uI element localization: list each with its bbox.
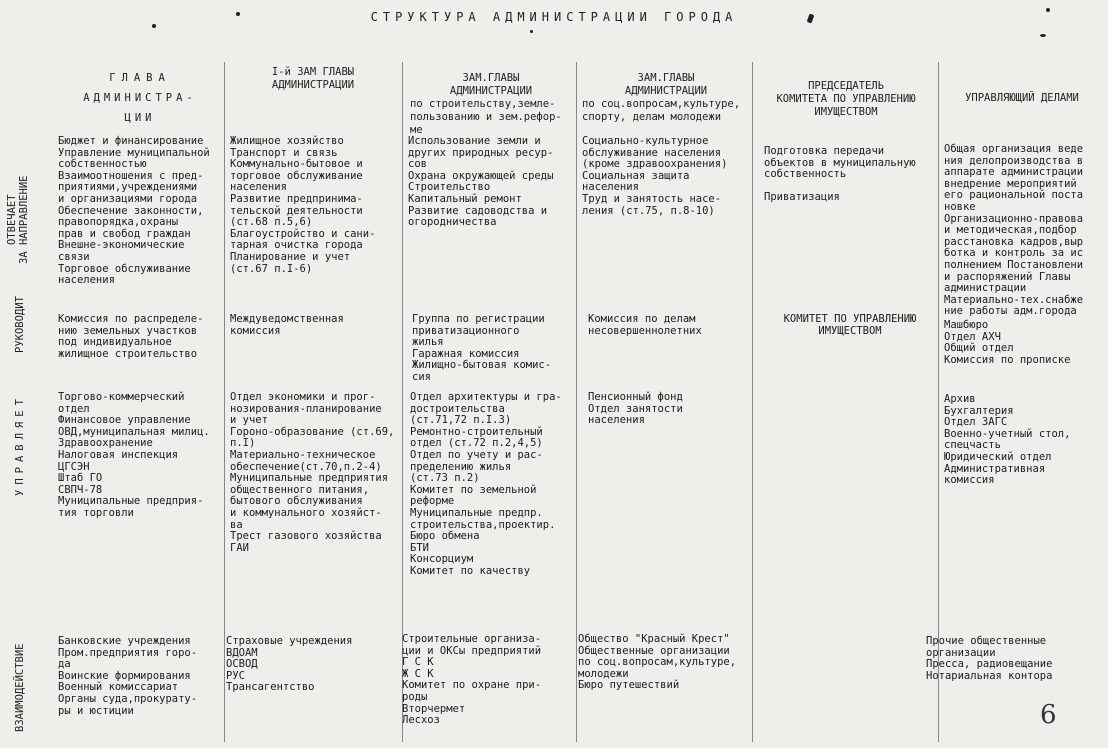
cell-line: расстановка кадров,выр bbox=[944, 235, 1084, 248]
cell-line: Гаражная комиссия bbox=[412, 347, 520, 360]
cell-line: Пенсионный фонд bbox=[588, 391, 683, 403]
cell-line: ботка и контроль за ис bbox=[944, 247, 1084, 260]
cell-line: Военный комиссариат bbox=[58, 681, 179, 694]
cell-line: собственность bbox=[764, 168, 847, 181]
cell-line: ва bbox=[230, 518, 243, 531]
cell-line: Торгово-коммерческий bbox=[58, 391, 185, 403]
cell-manages-head bbox=[58, 392, 210, 520]
cell-line: полнением Постановлени bbox=[944, 258, 1084, 271]
cell-line: Финансовое управление bbox=[58, 414, 191, 427]
cell-line: ЦГСЭН bbox=[58, 460, 90, 473]
cell-line: общественного питания, bbox=[230, 483, 370, 496]
cell-leads-deputy-social bbox=[588, 314, 702, 337]
cell-line: Внешне-экономические bbox=[58, 239, 185, 252]
cell-manages-deputy-construction bbox=[410, 392, 562, 578]
cell-line: Лесхоз bbox=[402, 714, 440, 727]
cell-line: Развитие садоводства и bbox=[408, 204, 548, 217]
cell-leads-first-deputy bbox=[230, 314, 344, 337]
cell-line: огородничества bbox=[408, 216, 497, 229]
cell-line: и учет bbox=[230, 414, 268, 427]
cell-line: Общественные организации bbox=[578, 644, 730, 657]
column-header-property-committee: ПРЕДСЕДАТЕЛЬ КОМИТЕТА ПО УПРАВЛЕНИЮ ИМУЩЕСТВОМ bbox=[776, 80, 916, 118]
cell-line: Гороно-образование (ст.69, bbox=[230, 425, 395, 438]
row-label-leads: РУКОВОДИТ bbox=[14, 296, 26, 354]
cell-line: пределению жилья bbox=[410, 460, 512, 473]
cell-line: тельской деятельности bbox=[230, 204, 363, 217]
cell-responsible-first-deputy bbox=[230, 136, 375, 275]
cell-line: обеспечение(ст.70,п.2-4) bbox=[230, 460, 382, 473]
cell-responsible-deputy-social bbox=[582, 136, 727, 217]
cell-line: Строительные организа- bbox=[402, 633, 542, 645]
cell-line: (ст.73 п.2) bbox=[410, 472, 480, 485]
cell-line: роды bbox=[402, 690, 428, 703]
cell-line: Развитие предпринима- bbox=[230, 192, 363, 205]
cell-line: Труд и занятость насе- bbox=[582, 192, 722, 205]
cell-line: да bbox=[58, 658, 71, 671]
cell-line: Пром.предприятия горо- bbox=[58, 646, 198, 659]
cell-line: Трансагентство bbox=[226, 681, 315, 694]
scan-speck bbox=[152, 24, 156, 28]
cell-leads-chief-of-staff bbox=[944, 320, 1070, 366]
cell-line: населения bbox=[58, 274, 115, 287]
row-label-interacts: ВЗАИМОДЕЙСТВИЕ bbox=[14, 643, 26, 733]
cell-line: собственностью bbox=[58, 158, 147, 171]
cell-line: ГАИ bbox=[230, 541, 249, 554]
cell-line: Бухгалтерия bbox=[944, 404, 1014, 417]
cell-line: сия bbox=[412, 370, 431, 383]
column-divider bbox=[576, 62, 577, 742]
cell-line: правопорядка,охраны bbox=[58, 216, 179, 229]
cell-line: Транспорт и связь bbox=[230, 146, 338, 159]
cell-line: ние работы адм.города bbox=[944, 305, 1077, 318]
cell-line: нозирования-планирование bbox=[230, 402, 382, 415]
cell-line: Обеспечение законности, bbox=[58, 204, 204, 217]
cell-line: ления (ст.75, п.8-10) bbox=[582, 204, 715, 217]
cell-line: Органы суда,прокурату- bbox=[58, 692, 198, 705]
cell-line: (ст.68 п.5,6) bbox=[230, 216, 313, 229]
cell-line: Комиссия по делам bbox=[588, 313, 696, 325]
cell-line: Группа по регистрации bbox=[412, 313, 545, 325]
scan-speck bbox=[1040, 34, 1046, 37]
cell-line: Взаимоотношения с пред- bbox=[58, 169, 204, 182]
page-title: СТРУКТУРА АДМИНИСТРАЦИИ ГОРОДА bbox=[370, 10, 738, 24]
cell-line: его рациональной поста bbox=[944, 189, 1084, 202]
row-label-manages: УПРАВЛЯЕТ bbox=[14, 394, 26, 496]
cell-line: внедрение мероприятий bbox=[944, 177, 1077, 190]
cell-line: ОСВОД bbox=[226, 658, 258, 671]
cell-line: Бюджет и финансирование bbox=[58, 135, 204, 147]
cell-line: Юридический отдел bbox=[944, 450, 1052, 463]
cell-line: Планирование и учет bbox=[230, 250, 351, 263]
cell-line: Пресса, радиовещание bbox=[926, 658, 1053, 671]
cell-line: Трест газового хозяйства bbox=[230, 530, 382, 543]
cell-interacts-head bbox=[58, 636, 197, 717]
cell-line: Комитет по земельной bbox=[410, 483, 537, 496]
cell-line: п.I) bbox=[230, 437, 256, 450]
column-header-deputy-social: ЗАМ.ГЛАВЫ АДМИНИСТРАЦИИ по соц.вопросам,культуре, спорту, делам молодежи bbox=[582, 72, 741, 123]
cell-line: комиссия bbox=[944, 474, 995, 487]
cell-line: Жилищное хозяйство bbox=[230, 135, 344, 147]
cell-line: Ж С К bbox=[402, 667, 434, 680]
column-header-first-deputy: I-й ЗАМ ГЛАВЫ АДМИНИСТРАЦИИ bbox=[271, 66, 355, 91]
cell-responsible-deputy-construction bbox=[408, 136, 553, 229]
cell-line: Муниципальные предприятия bbox=[230, 472, 389, 485]
cell-line: Отдел АХЧ bbox=[944, 330, 1001, 343]
cell-line: и организациями города bbox=[58, 192, 198, 205]
cell-line: Комитет по качеству bbox=[410, 564, 531, 577]
cell-line: молодежи bbox=[578, 667, 629, 680]
cell-line: Комиссия по прописке bbox=[944, 353, 1071, 366]
cell-line: Страховые учреждения bbox=[226, 635, 353, 647]
cell-line: Отдел по учету и рас- bbox=[410, 448, 543, 461]
cell-line: ИМУЩЕСТВОМ bbox=[818, 324, 882, 337]
cell-line: Жилищно-бытовая комис- bbox=[412, 359, 552, 372]
cell-line: Штаб ГО bbox=[58, 472, 103, 485]
cell-line: строительства,проектир. bbox=[410, 518, 556, 531]
cell-line: Архив bbox=[944, 393, 976, 405]
cell-line: Управление муниципальной bbox=[58, 146, 210, 159]
cell-leads-head bbox=[58, 314, 203, 360]
cell-line: аппарате администрации bbox=[944, 166, 1084, 179]
cell-line: администрации bbox=[944, 282, 1027, 295]
cell-line: по соц.вопросам,культуре, bbox=[578, 656, 737, 669]
cell-line: приятиями,учреждениями bbox=[58, 181, 198, 194]
cell-line: Социально-культурное bbox=[582, 135, 709, 147]
cell-line: Организационно-правова bbox=[944, 212, 1084, 225]
cell-line: сов bbox=[408, 158, 427, 171]
cell-line: Социальная защита bbox=[582, 169, 690, 182]
cell-line: Ремонтно-строительный bbox=[410, 425, 543, 438]
cell-line: ры и юстиции bbox=[58, 704, 134, 717]
cell-line: достроительства bbox=[410, 402, 505, 415]
cell-manages-deputy-social bbox=[588, 392, 683, 427]
cell-line: ОВД,муниципальная милиц. bbox=[58, 425, 210, 438]
cell-line: объектов в муниципальную bbox=[764, 156, 916, 169]
cell-responsible-head bbox=[58, 136, 210, 287]
cell-line: ции и ОКСы предприятий bbox=[402, 644, 542, 657]
cell-line: организации bbox=[926, 646, 996, 659]
cell-interacts-first-deputy bbox=[226, 636, 352, 694]
cell-line: Нотариальная контора bbox=[926, 669, 1053, 682]
cell-line: РУС bbox=[226, 669, 245, 682]
cell-line: новке bbox=[944, 200, 976, 213]
cell-leads-property-committee bbox=[762, 314, 938, 337]
cell-line: Муниципальные предпр. bbox=[410, 506, 543, 519]
cell-line: Капитальный ремонт bbox=[408, 192, 522, 205]
cell-line: Административная bbox=[944, 462, 1046, 475]
cell-interacts-deputy-construction bbox=[402, 634, 541, 727]
cell-line: Охрана окружающей среды bbox=[408, 169, 554, 182]
cell-line: Банковские учреждения bbox=[58, 635, 191, 647]
cell-line: Междуведомственная bbox=[230, 313, 344, 325]
cell-line: нию земельных участков bbox=[58, 324, 198, 337]
cell-line: населения bbox=[582, 181, 639, 194]
cell-line: ния делопроизводства в bbox=[944, 154, 1084, 167]
cell-line: торговое обслуживание bbox=[230, 169, 363, 182]
cell-line: Прочие общественные bbox=[926, 635, 1047, 647]
cell-line: Материально-техническое bbox=[230, 448, 376, 461]
cell-line: Бюро обмена bbox=[410, 530, 480, 543]
cell-line: Подготовка передачи bbox=[764, 145, 885, 157]
cell-line: Консорциум bbox=[410, 553, 474, 566]
cell-line: тарная очистка города bbox=[230, 239, 363, 252]
cell-line: Общество "Красный Крест" bbox=[578, 633, 730, 645]
cell-line: Комиссия по распределе- bbox=[58, 313, 204, 325]
cell-line: несовершеннолетних bbox=[588, 324, 702, 337]
cell-line: Налоговая инспекция bbox=[58, 448, 179, 461]
cell-line: КОМИТЕТ ПО УПРАВЛЕНИЮ bbox=[783, 313, 917, 325]
cell-line: (кроме здравоохранения) bbox=[582, 158, 728, 171]
cell-line: населения bbox=[230, 181, 287, 194]
cell-line: Воинские формирования bbox=[58, 669, 191, 682]
scan-speck bbox=[530, 30, 533, 33]
cell-line: ВДОАМ bbox=[226, 646, 258, 659]
scan-speck bbox=[236, 12, 240, 16]
cell-line: Общий отдел bbox=[944, 342, 1014, 355]
cell-line: Вторчермет bbox=[402, 702, 466, 715]
cell-line: Муниципальные предприя- bbox=[58, 495, 204, 508]
cell-leads-deputy-construction bbox=[412, 314, 551, 384]
cell-line: Благоустройство и сани- bbox=[230, 227, 376, 240]
cell-line: бытового обслуживания bbox=[230, 495, 363, 508]
cell-line: СВПЧ-78 bbox=[58, 483, 103, 496]
cell-responsible-chief-of-staff bbox=[944, 144, 1083, 318]
cell-line: спецчасть bbox=[944, 439, 1001, 452]
cell-responsible-property-committee bbox=[764, 146, 916, 204]
cell-line: связи bbox=[58, 250, 90, 263]
cell-line: комиссия bbox=[230, 324, 281, 337]
cell-line: Материально-тех.снабже bbox=[944, 293, 1084, 306]
cell-line: Г С К bbox=[402, 656, 434, 669]
cell-line: прав и свобод граждан bbox=[58, 227, 191, 240]
cell-line: Отдел архитектуры и гра- bbox=[410, 391, 562, 403]
cell-line: Машбюро bbox=[944, 319, 989, 331]
row-label-responsible: ОТВЕЧАЕТ ЗА НАПРАВЛЕНИЕ bbox=[6, 175, 30, 265]
column-divider bbox=[224, 62, 225, 742]
cell-interacts-chief-of-staff bbox=[926, 636, 1052, 682]
cell-line: Бюро путешествий bbox=[578, 679, 680, 692]
cell-line: и методическая,подбор bbox=[944, 224, 1077, 237]
cell-line: Отдел ЗАГС bbox=[944, 416, 1008, 429]
cell-manages-first-deputy bbox=[230, 392, 394, 554]
cell-line: Общая организация веде bbox=[944, 143, 1084, 155]
cell-interacts-deputy-social bbox=[578, 634, 736, 692]
cell-line: Приватизация bbox=[764, 191, 840, 204]
cell-line: (ст.71,72 п.I.3) bbox=[410, 414, 512, 427]
cell-line: Строительство bbox=[408, 181, 491, 194]
page-number: 6 bbox=[1040, 700, 1057, 730]
column-divider bbox=[752, 62, 753, 742]
cell-line: населения bbox=[588, 414, 645, 427]
cell-line: Отдел экономики и прог- bbox=[230, 391, 376, 403]
cell-line: Здравоохранение bbox=[58, 437, 153, 450]
cell-line: отдел bbox=[58, 402, 90, 415]
cell-manages-chief-of-staff bbox=[944, 394, 1070, 487]
cell-line: отдел (ст.72 п.2,4,5) bbox=[410, 437, 543, 450]
column-header-chief-of-staff: УПРАВЛЯЮЩИЙ ДЕЛАМИ bbox=[965, 92, 1079, 104]
cell-line: Коммунально-бытовое и bbox=[230, 158, 363, 171]
cell-line: Военно-учетный стол, bbox=[944, 427, 1071, 440]
scan-speck bbox=[1046, 8, 1050, 12]
cell-line: Комитет по охране при- bbox=[402, 679, 542, 692]
cell-line: жилищное строительство bbox=[58, 347, 198, 360]
cell-line: других природных ресур- bbox=[408, 146, 554, 159]
cell-line: жилья bbox=[412, 336, 444, 349]
column-header-head: ГЛАВА АДМИНИСТРА- ЦИИ bbox=[83, 72, 197, 124]
cell-line: и распоряжений Главы bbox=[944, 270, 1071, 283]
cell-line: реформе bbox=[410, 495, 455, 508]
cell-line: Торговое обслуживание bbox=[58, 262, 191, 275]
cell-line: обслуживание населения bbox=[582, 146, 722, 159]
cell-line: Использование земли и bbox=[408, 135, 541, 147]
cell-line: БТИ bbox=[410, 541, 429, 554]
column-header-deputy-construction: ЗАМ.ГЛАВЫ АДМИНИСТРАЦИИ по строительству,земле- пользованию и зем.рефор- ме bbox=[410, 72, 562, 136]
cell-line: тия торговли bbox=[58, 506, 134, 519]
cell-line: Отдел занятости bbox=[588, 402, 683, 415]
cell-line: под индивидуальное bbox=[58, 336, 172, 349]
cell-line: приватизационного bbox=[412, 324, 520, 337]
cell-line: (ст.67 п.I-6) bbox=[230, 262, 313, 275]
cell-line: и коммунального хозяйст- bbox=[230, 506, 382, 519]
